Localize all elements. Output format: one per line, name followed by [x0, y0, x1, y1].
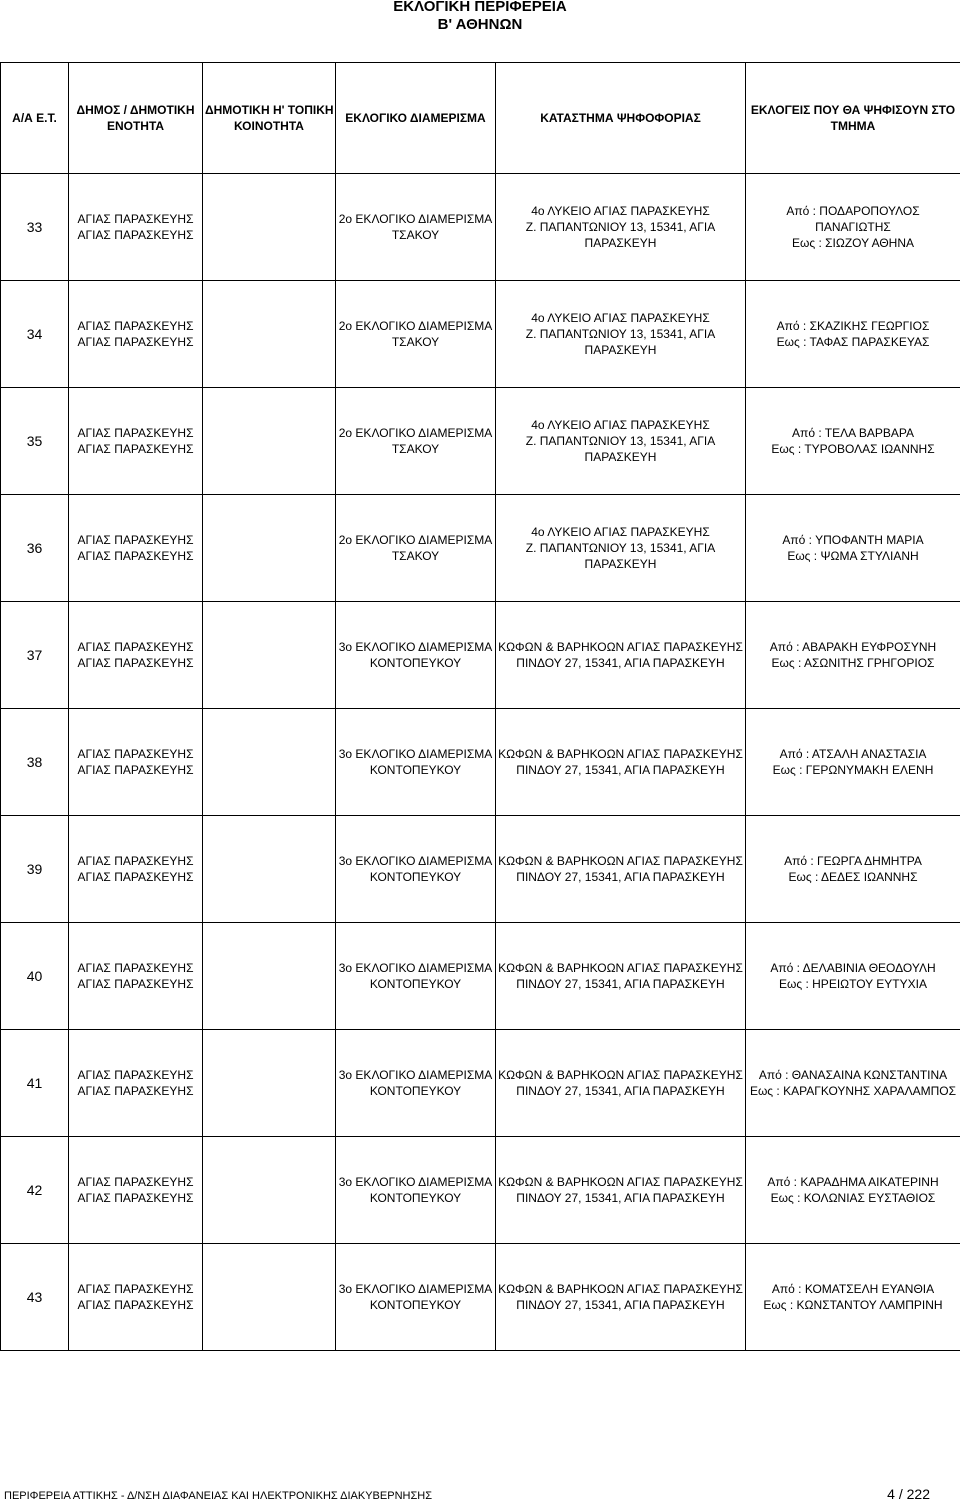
cell-koinotita [203, 281, 336, 388]
dimos-text: ΑΓΙΑΣ ΠΑΡΑΣΚΕΥΗΣ [77, 228, 194, 242]
header-ekloges [746, 63, 960, 174]
header-koinotita [203, 63, 336, 174]
header-text: ΔΗΜΟΣ / ΔΗΜΟΤΙΚΗ [76, 103, 195, 117]
cell-katastima [496, 602, 746, 709]
katastima-text: Ζ. ΠΑΠΑΝΤΩΝΙΟΥ 13, 15341, ΑΓΙΑ [525, 434, 716, 448]
header-katastima [496, 63, 746, 174]
cell-ekloges [746, 709, 960, 816]
katastima-text: 4ο ΛΥΚΕΙΟ ΑΓΙΑΣ ΠΑΡΑΣΚΕΥΗΣ [531, 525, 710, 539]
cell-diamerisma [336, 1137, 496, 1244]
ekloges-text: Από : ΤΕΛΑ ΒΑΡΒΑΡΑ [792, 426, 914, 440]
cell-ekloges [746, 1137, 960, 1244]
diamerisma-text: 2ο ΕΚΛΟΓΙΚΟ ΔΙΑΜΕΡΙΣΜΑ [338, 319, 493, 333]
ekloges-text: Εως : ΤΥΡΟΒΟΛΑΣ ΙΩΑΝΝΗΣ [771, 442, 935, 456]
dimos-text: ΑΓΙΑΣ ΠΑΡΑΣΚΕΥΗΣ [77, 335, 194, 349]
dimos-text: ΑΓΙΑΣ ΠΑΡΑΣΚΕΥΗΣ [77, 1068, 194, 1082]
table-row [1, 174, 960, 281]
dimos-text: ΑΓΙΑΣ ΠΑΡΑΣΚΕΥΗΣ [77, 1175, 194, 1189]
ekloges-text: Εως : ΣΙΩΖΟΥ ΑΘΗΝΑ [791, 236, 915, 250]
cell-ekloges [746, 388, 960, 495]
header-text: ΕΝΟΤΗΤΑ [106, 119, 165, 133]
table-row [1, 495, 960, 602]
row-number: 38 [1, 709, 69, 816]
footer-department: ΠΕΡΙΦΕΡΕΙΑ ΑΤΤΙΚΗΣ - Δ/ΝΣΗ ΔΙΑΦΑΝΕΙΑΣ ΚΑΙ ΗΛΕΚΤΡΟΝΙΚΗΣ ΔΙΑΚΥΒΕΡΝΗΣΗΣ [4, 1490, 433, 1502]
diamerisma-text: 2ο ΕΚΛΟΓΙΚΟ ΔΙΑΜΕΡΙΣΜΑ [338, 533, 493, 547]
cell-ekloges [746, 923, 960, 1030]
katastima-text: ΠΙΝΔΟΥ 27, 15341, ΑΓΙΑ ΠΑΡΑΣΚΕΥΗ [516, 870, 725, 884]
table-body [1, 174, 960, 1351]
table-row [1, 281, 960, 388]
dimos-text: ΑΓΙΑΣ ΠΑΡΑΣΚΕΥΗΣ [77, 977, 194, 991]
katastima-text: Ζ. ΠΑΠΑΝΤΩΝΙΟΥ 13, 15341, ΑΓΙΑ [525, 327, 716, 341]
table-header-row [1, 63, 960, 174]
ekloges-text: Από : ΚΟΜΑΤΣΕΛΗ ΕΥΑΝΘΙΑ [771, 1282, 935, 1296]
dimos-text: ΑΓΙΑΣ ΠΑΡΑΣΚΕΥΗΣ [77, 426, 194, 440]
katastima-text: ΚΩΦΩΝ & ΒΑΡΗΚΟΩΝ ΑΓΙΑΣ ΠΑΡΑΣΚΕΥΗΣ [498, 747, 743, 761]
dimos-text: ΑΓΙΑΣ ΠΑΡΑΣΚΕΥΗΣ [77, 870, 194, 884]
header-text: ΤΜΗΜΑ [830, 119, 876, 133]
cell-koinotita [203, 923, 336, 1030]
diamerisma-text: 3ο ΕΚΛΟΓΙΚΟ ΔΙΑΜΕΡΙΣΜΑ [338, 1175, 493, 1189]
diamerisma-text: 2ο ΕΚΛΟΓΙΚΟ ΔΙΑΜΕΡΙΣΜΑ [338, 212, 493, 226]
cell-katastima [496, 281, 746, 388]
cell-koinotita [203, 388, 336, 495]
cell-dimos [69, 816, 203, 923]
cell-diamerisma [336, 388, 496, 495]
diamerisma-text: ΚΟΝΤΟΠΕΥΚΟΥ [369, 870, 462, 884]
ekloges-text: Εως : ΑΣΩΝΙΤΗΣ ΓΡΗΓΟΡΙΟΣ [771, 656, 935, 670]
table-row [1, 1244, 960, 1351]
row-number: 43 [1, 1244, 69, 1351]
katastima-text: ΠΙΝΔΟΥ 27, 15341, ΑΓΙΑ ΠΑΡΑΣΚΕΥΗ [516, 1191, 725, 1205]
dimos-text: ΑΓΙΑΣ ΠΑΡΑΣΚΕΥΗΣ [77, 747, 194, 761]
diamerisma-text: ΤΣΑΚΟΥ [391, 228, 440, 242]
dimos-text: ΑΓΙΑΣ ΠΑΡΑΣΚΕΥΗΣ [77, 1298, 194, 1312]
katastima-text: ΠΙΝΔΟΥ 27, 15341, ΑΓΙΑ ΠΑΡΑΣΚΕΥΗ [516, 977, 725, 991]
cell-diamerisma [336, 923, 496, 1030]
diamerisma-text: ΚΟΝΤΟΠΕΥΚΟΥ [369, 977, 462, 991]
diamerisma-text: ΚΟΝΤΟΠΕΥΚΟΥ [369, 1084, 462, 1098]
header-aa [1, 63, 69, 174]
ekloges-text: Εως : ΚΟΛΩΝΙΑΣ ΕΥΣΤΑΘΙΟΣ [770, 1191, 936, 1205]
table-row [1, 388, 960, 495]
cell-katastima [496, 709, 746, 816]
header-text: ΕΚΛΟΓΕΙΣ ΠΟΥ ΘΑ ΨΗΦΙΣΟΥΝ ΣΤΟ [750, 103, 956, 117]
diamerisma-text: ΚΟΝΤΟΠΕΥΚΟΥ [369, 656, 462, 670]
dimos-text: ΑΓΙΑΣ ΠΑΡΑΣΚΕΥΗΣ [77, 763, 194, 777]
ekloges-text: Εως : ΨΩΜΑ ΣΤΥΛΙΑΝΗ [787, 549, 919, 563]
row-number: 39 [1, 816, 69, 923]
header-diamerisma [336, 63, 496, 174]
page-title-line2: Β' ΑΘΗΝΩΝ [437, 16, 523, 33]
ekloges-text: Από : ΘΑΝΑΣΑΙΝΑ ΚΩΝΣΤΑΝΤΙΝΑ [758, 1068, 948, 1082]
table-row [1, 709, 960, 816]
katastima-text: ΠΑΡΑΣΚΕΥΗ [584, 450, 657, 464]
cell-katastima [496, 923, 746, 1030]
cell-dimos [69, 602, 203, 709]
ekloges-text: Εως : ΚΑΡΑΓΚΟΥΝΗΣ ΧΑΡΑΛΑΜΠΟΣ [749, 1084, 957, 1098]
cell-katastima [496, 388, 746, 495]
diamerisma-text: 3ο ΕΚΛΟΓΙΚΟ ΔΙΑΜΕΡΙΣΜΑ [338, 640, 493, 654]
diamerisma-text: ΚΟΝΤΟΠΕΥΚΟΥ [369, 763, 462, 777]
ekloges-text: Από : ΥΠΟΦΑΝΤΗ ΜΑΡΙΑ [782, 533, 924, 547]
ekloges-text: Από : ΚΑΡΑΔΗΜΑ ΑΙΚΑΤΕΡΙΝΗ [767, 1175, 939, 1189]
table-row [1, 1137, 960, 1244]
dimos-text: ΑΓΙΑΣ ΠΑΡΑΣΚΕΥΗΣ [77, 961, 194, 975]
cell-diamerisma [336, 495, 496, 602]
cell-dimos [69, 1244, 203, 1351]
katastima-text: 4ο ΛΥΚΕΙΟ ΑΓΙΑΣ ΠΑΡΑΣΚΕΥΗΣ [531, 204, 710, 218]
ekloges-text: Εως : ΗΡΕΙΩΤΟΥ ΕΥΤΥΧΙΑ [778, 977, 927, 991]
diamerisma-text: 3ο ΕΚΛΟΓΙΚΟ ΔΙΑΜΕΡΙΣΜΑ [338, 1068, 493, 1082]
diamerisma-text: ΚΟΝΤΟΠΕΥΚΟΥ [369, 1191, 462, 1205]
cell-koinotita [203, 1137, 336, 1244]
dimos-text: ΑΓΙΑΣ ΠΑΡΑΣΚΕΥΗΣ [77, 854, 194, 868]
cell-dimos [69, 1137, 203, 1244]
dimos-text: ΑΓΙΑΣ ΠΑΡΑΣΚΕΥΗΣ [77, 549, 194, 563]
katastima-text: ΚΩΦΩΝ & ΒΑΡΗΚΟΩΝ ΑΓΙΑΣ ΠΑΡΑΣΚΕΥΗΣ [498, 854, 743, 868]
diamerisma-text: 3ο ΕΚΛΟΓΙΚΟ ΔΙΑΜΕΡΙΣΜΑ [338, 747, 493, 761]
cell-koinotita [203, 495, 336, 602]
row-number: 42 [1, 1137, 69, 1244]
cell-diamerisma [336, 709, 496, 816]
dimos-text: ΑΓΙΑΣ ΠΑΡΑΣΚΕΥΗΣ [77, 656, 194, 670]
cell-diamerisma [336, 174, 496, 281]
dimos-text: ΑΓΙΑΣ ΠΑΡΑΣΚΕΥΗΣ [77, 1282, 194, 1296]
dimos-text: ΑΓΙΑΣ ΠΑΡΑΣΚΕΥΗΣ [77, 1191, 194, 1205]
cell-dimos [69, 281, 203, 388]
row-number: 40 [1, 923, 69, 1030]
katastima-text: ΚΩΦΩΝ & ΒΑΡΗΚΟΩΝ ΑΓΙΑΣ ΠΑΡΑΣΚΕΥΗΣ [498, 1175, 743, 1189]
cell-dimos [69, 923, 203, 1030]
diamerisma-text: ΤΣΑΚΟΥ [391, 335, 440, 349]
cell-katastima [496, 1137, 746, 1244]
katastima-text: ΠΙΝΔΟΥ 27, 15341, ΑΓΙΑ ΠΑΡΑΣΚΕΥΗ [516, 1084, 725, 1098]
cell-dimos [69, 709, 203, 816]
cell-koinotita [203, 709, 336, 816]
cell-ekloges [746, 281, 960, 388]
cell-katastima [496, 1030, 746, 1137]
katastima-text: ΚΩΦΩΝ & ΒΑΡΗΚΟΩΝ ΑΓΙΑΣ ΠΑΡΑΣΚΕΥΗΣ [498, 1068, 743, 1082]
diamerisma-text: 3ο ΕΚΛΟΓΙΚΟ ΔΙΑΜΕΡΙΣΜΑ [338, 854, 493, 868]
header-text: ΚΟΙΝΟΤΗΤΑ [234, 119, 304, 133]
dimos-text: ΑΓΙΑΣ ΠΑΡΑΣΚΕΥΗΣ [77, 640, 194, 654]
polling-stations-table [0, 62, 960, 1351]
katastima-text: ΚΩΦΩΝ & ΒΑΡΗΚΟΩΝ ΑΓΙΑΣ ΠΑΡΑΣΚΕΥΗΣ [498, 640, 743, 654]
cell-katastima [496, 1244, 746, 1351]
cell-koinotita [203, 174, 336, 281]
katastima-text: ΠΙΝΔΟΥ 27, 15341, ΑΓΙΑ ΠΑΡΑΣΚΕΥΗ [516, 1298, 725, 1312]
cell-koinotita [203, 816, 336, 923]
ekloges-text: Από : ΔΕΛΑΒΙΝΙΑ ΘΕΟΔΟΥΛΗ [770, 961, 936, 975]
diamerisma-text: 3ο ΕΚΛΟΓΙΚΟ ΔΙΑΜΕΡΙΣΜΑ [338, 961, 493, 975]
cell-dimos [69, 495, 203, 602]
page-number: 4 / 222 [887, 1486, 930, 1502]
cell-diamerisma [336, 602, 496, 709]
katastima-text: ΚΩΦΩΝ & ΒΑΡΗΚΟΩΝ ΑΓΙΑΣ ΠΑΡΑΣΚΕΥΗΣ [498, 961, 743, 975]
ekloges-text: Από : ΠΟΔΑΡΟΠΟΥΛΟΣ [786, 204, 920, 218]
row-number: 37 [1, 602, 69, 709]
cell-diamerisma [336, 816, 496, 923]
diamerisma-text: ΤΣΑΚΟΥ [391, 549, 440, 563]
cell-katastima [496, 816, 746, 923]
row-number: 41 [1, 1030, 69, 1137]
katastima-text: Ζ. ΠΑΠΑΝΤΩΝΙΟΥ 13, 15341, ΑΓΙΑ [525, 541, 716, 555]
ekloges-text: Εως : ΚΩΝΣΤΑΝΤΟΥ ΛΑΜΠΡΙΝΗ [763, 1298, 943, 1312]
table-row [1, 923, 960, 1030]
header-text: ΚΑΤΑΣΤΗΜΑ ΨΗΦΟΦΟΡΙΑΣ [540, 111, 701, 125]
dimos-text: ΑΓΙΑΣ ΠΑΡΑΣΚΕΥΗΣ [77, 1084, 194, 1098]
cell-ekloges [746, 174, 960, 281]
header-dimos [69, 63, 203, 174]
katastima-text: 4ο ΛΥΚΕΙΟ ΑΓΙΑΣ ΠΑΡΑΣΚΕΥΗΣ [531, 311, 710, 325]
table-row [1, 816, 960, 923]
katastima-text: ΠΑΡΑΣΚΕΥΗ [584, 343, 657, 357]
row-number: 34 [1, 281, 69, 388]
katastima-text: ΚΩΦΩΝ & ΒΑΡΗΚΟΩΝ ΑΓΙΑΣ ΠΑΡΑΣΚΕΥΗΣ [498, 1282, 743, 1296]
dimos-text: ΑΓΙΑΣ ΠΑΡΑΣΚΕΥΗΣ [77, 212, 194, 226]
cell-katastima [496, 495, 746, 602]
dimos-text: ΑΓΙΑΣ ΠΑΡΑΣΚΕΥΗΣ [77, 442, 194, 456]
ekloges-text: Εως : ΔΕΔΕΣ ΙΩΑΝΝΗΣ [788, 870, 918, 884]
cell-dimos [69, 174, 203, 281]
cell-ekloges [746, 495, 960, 602]
cell-katastima [496, 174, 746, 281]
cell-koinotita [203, 602, 336, 709]
katastima-text: ΠΙΝΔΟΥ 27, 15341, ΑΓΙΑ ΠΑΡΑΣΚΕΥΗ [516, 656, 725, 670]
diamerisma-text: 3ο ΕΚΛΟΓΙΚΟ ΔΙΑΜΕΡΙΣΜΑ [338, 1282, 493, 1296]
ekloges-text: Από : ΓΕΩΡΓΑ ΔΗΜΗΤΡΑ [784, 854, 922, 868]
katastima-text: ΠΙΝΔΟΥ 27, 15341, ΑΓΙΑ ΠΑΡΑΣΚΕΥΗ [516, 763, 725, 777]
cell-diamerisma [336, 281, 496, 388]
cell-diamerisma [336, 1030, 496, 1137]
row-number: 33 [1, 174, 69, 281]
cell-ekloges [746, 1244, 960, 1351]
katastima-text: 4ο ΛΥΚΕΙΟ ΑΓΙΑΣ ΠΑΡΑΣΚΕΥΗΣ [531, 418, 710, 432]
row-number: 35 [1, 388, 69, 495]
ekloges-text: ΠΑΝΑΓΙΩΤΗΣ [815, 220, 891, 234]
cell-diamerisma [336, 1244, 496, 1351]
ekloges-text: Από : ΑΤΣΑΛΗ ΑΝΑΣΤΑΣΙΑ [779, 747, 927, 761]
cell-dimos [69, 1030, 203, 1137]
cell-ekloges [746, 816, 960, 923]
cell-koinotita [203, 1030, 336, 1137]
katastima-text: ΠΑΡΑΣΚΕΥΗ [584, 557, 657, 571]
page-title-line1: ΕΚΛΟΓΙΚΗ ΠΕΡΙΦΕΡΕΙΑ [393, 0, 567, 15]
cell-ekloges [746, 1030, 960, 1137]
dimos-text: ΑΓΙΑΣ ΠΑΡΑΣΚΕΥΗΣ [77, 319, 194, 333]
katastima-text: ΠΑΡΑΣΚΕΥΗ [584, 236, 657, 250]
ekloges-text: Εως : ΓΕΡΩΝΥΜΑΚΗ ΕΛΕΝΗ [772, 763, 934, 777]
diamerisma-text: ΚΟΝΤΟΠΕΥΚΟΥ [369, 1298, 462, 1312]
diamerisma-text: 2ο ΕΚΛΟΓΙΚΟ ΔΙΑΜΕΡΙΣΜΑ [338, 426, 493, 440]
diamerisma-text: ΤΣΑΚΟΥ [391, 442, 440, 456]
table-row [1, 1030, 960, 1137]
row-number: 36 [1, 495, 69, 602]
dimos-text: ΑΓΙΑΣ ΠΑΡΑΣΚΕΥΗΣ [77, 533, 194, 547]
header-text: ΕΚΛΟΓΙΚΟ ΔΙΑΜΕΡΙΣΜΑ [345, 111, 486, 125]
katastima-text: Ζ. ΠΑΠΑΝΤΩΝΙΟΥ 13, 15341, ΑΓΙΑ [525, 220, 716, 234]
cell-dimos [69, 388, 203, 495]
header-text: ΔΗΜΟΤΙΚΗ Η' ΤΟΠΙΚΗ [205, 103, 334, 117]
ekloges-text: Από : ΣΚΑΖΙΚΗΣ ΓΕΩΡΓΙΟΣ [776, 319, 930, 333]
cell-ekloges [746, 602, 960, 709]
table-row [1, 602, 960, 709]
ekloges-text: Από : ΑΒΑΡΑΚΗ ΕΥΦΡΟΣΥΝΗ [769, 640, 937, 654]
ekloges-text: Εως : ΤΑΦΑΣ ΠΑΡΑΣΚΕΥΑΣ [776, 335, 930, 349]
cell-koinotita [203, 1244, 336, 1351]
header-text: Α/Α Ε.Τ. [12, 111, 57, 125]
